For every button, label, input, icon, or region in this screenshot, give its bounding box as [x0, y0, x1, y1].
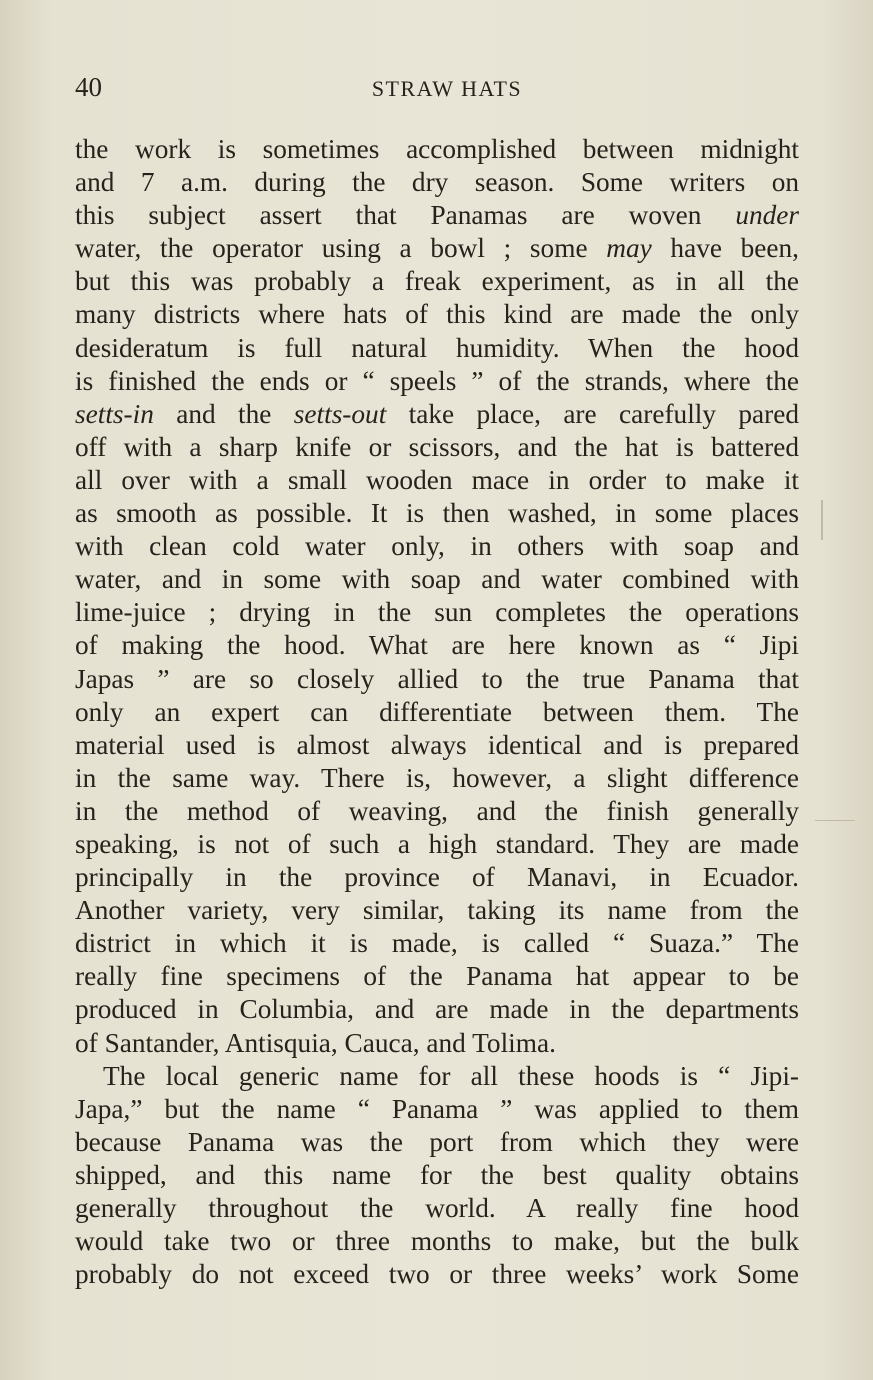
text-line [75, 332, 799, 365]
text-line [75, 431, 799, 464]
page-header [75, 70, 799, 104]
text-line [75, 1225, 799, 1258]
text-segment: lime-juice ; drying in the sun completes the operations [75, 597, 799, 628]
text-segment: water, the operator using a bowl ; some [75, 233, 607, 264]
text-segment: of Santander, Antisquia, Cauca, and Tolima. [75, 1027, 556, 1058]
text-segment: water, and in some with soap and water combined with [75, 564, 799, 595]
text-line [75, 894, 799, 927]
page-edge-mark [815, 820, 855, 821]
text-line [75, 1027, 799, 1060]
text-segment: would take two or three months to make, but the bulk [75, 1226, 799, 1257]
text-segment: off with a sharp knife or scissors, and the hat is battered [75, 431, 799, 462]
text-segment: many districts where hats of this kind are made the only [75, 299, 799, 330]
text-line [75, 166, 799, 199]
text-segment: produced in Columbia, and are made in the departments [75, 994, 799, 1025]
text-segment: is finished the ends or “ speels ” of the strands, where the [75, 365, 799, 396]
text-segment: the work is sometimes accomplished between midnight [75, 134, 799, 164]
italic-text: may [606, 233, 652, 264]
text-segment: The local generic name for all these hoods is “ Jipi- [103, 1060, 799, 1091]
text-segment: have been, [651, 233, 800, 264]
text-line [75, 729, 799, 762]
text-segment: really fine specimens of the Panama hat appear to be [75, 961, 799, 992]
text-segment: and 7 a.m. during the dry season. Some writers on [75, 167, 799, 198]
text-line [75, 1060, 799, 1093]
text-line [75, 1159, 799, 1192]
page-edge-mark [821, 500, 823, 540]
text-line [75, 530, 799, 563]
text-line [75, 563, 799, 596]
text-segment: Another variety, very similar, taking its name from the [75, 895, 799, 926]
page-number: 40 [75, 72, 102, 102]
text-segment: all over with a small wooden mace in order to make it [75, 464, 799, 495]
text-segment: speaking, is not of such a high standard. They are made [75, 828, 799, 859]
running-title: STRAW HATS [371, 76, 523, 101]
text-line [75, 861, 799, 894]
text-segment: only an expert can differentiate between them. The [75, 696, 799, 727]
text-line [75, 1192, 799, 1225]
text-segment: this subject assert that Panamas are woven [75, 200, 736, 231]
italic-text: under [735, 200, 799, 231]
text-line [75, 993, 799, 1026]
text-segment: generally throughout the world. A really fine hood [75, 1193, 799, 1223]
text-line [75, 265, 799, 298]
text-line [75, 629, 799, 662]
text-line [75, 1093, 799, 1126]
text-segment: shipped, and this name for the best quality obtains [75, 1159, 799, 1190]
text-segment: desideratum is full natural humidity. When the hood [75, 332, 799, 363]
text-segment: material used is almost always identical and is prepared [75, 729, 799, 760]
text-line [75, 1126, 799, 1159]
text-segment: district in which it is made, is called “ Suaza.” The [75, 928, 799, 959]
text-line [75, 696, 799, 729]
text-line [75, 596, 799, 629]
text-segment: in the method of weaving, and the finish generally [75, 795, 799, 826]
text-line [75, 795, 799, 828]
body-text [75, 133, 799, 1291]
text-line [75, 960, 799, 993]
text-line [75, 398, 799, 431]
italic-text: setts-out [293, 398, 387, 429]
text-segment: in the same way. There is, however, a slight difference [75, 762, 799, 793]
text-line [75, 464, 799, 497]
text-segment: take place, are carefully pared [386, 398, 800, 429]
text-line [75, 298, 799, 331]
text-line [75, 199, 799, 232]
text-line [75, 927, 799, 960]
text-line [75, 497, 799, 530]
text-segment: Japas ” are so closely allied to the true Panama that [75, 663, 799, 694]
text-line [75, 663, 799, 696]
text-segment: and the [153, 398, 294, 429]
text-segment: because Panama was the port from which they were [75, 1126, 799, 1157]
text-segment: but this was probably a freak experiment, as in all the [75, 266, 799, 297]
text-segment: principally in the province of Manavi, in Ecuador. [75, 862, 799, 893]
text-segment: of making the hood. What are here known as “ Jipi [75, 630, 799, 661]
text-line [75, 828, 799, 861]
text-line [75, 365, 799, 398]
paragraph [75, 1060, 799, 1292]
text-line [75, 762, 799, 795]
text-segment: with clean cold water only, in others with soap and [75, 531, 799, 562]
text-segment: Japa,” but the name “ Panama ” was applied to them [75, 1093, 799, 1124]
text-line [75, 1258, 799, 1291]
paragraph [75, 133, 799, 1060]
italic-text: setts-in [75, 398, 154, 429]
text-line [75, 133, 799, 166]
text-segment: as smooth as possible. It is then washed, in some places [75, 498, 799, 529]
text-segment: probably do not exceed two or three weeks’ work Some [75, 1259, 799, 1290]
text-line [75, 232, 799, 265]
